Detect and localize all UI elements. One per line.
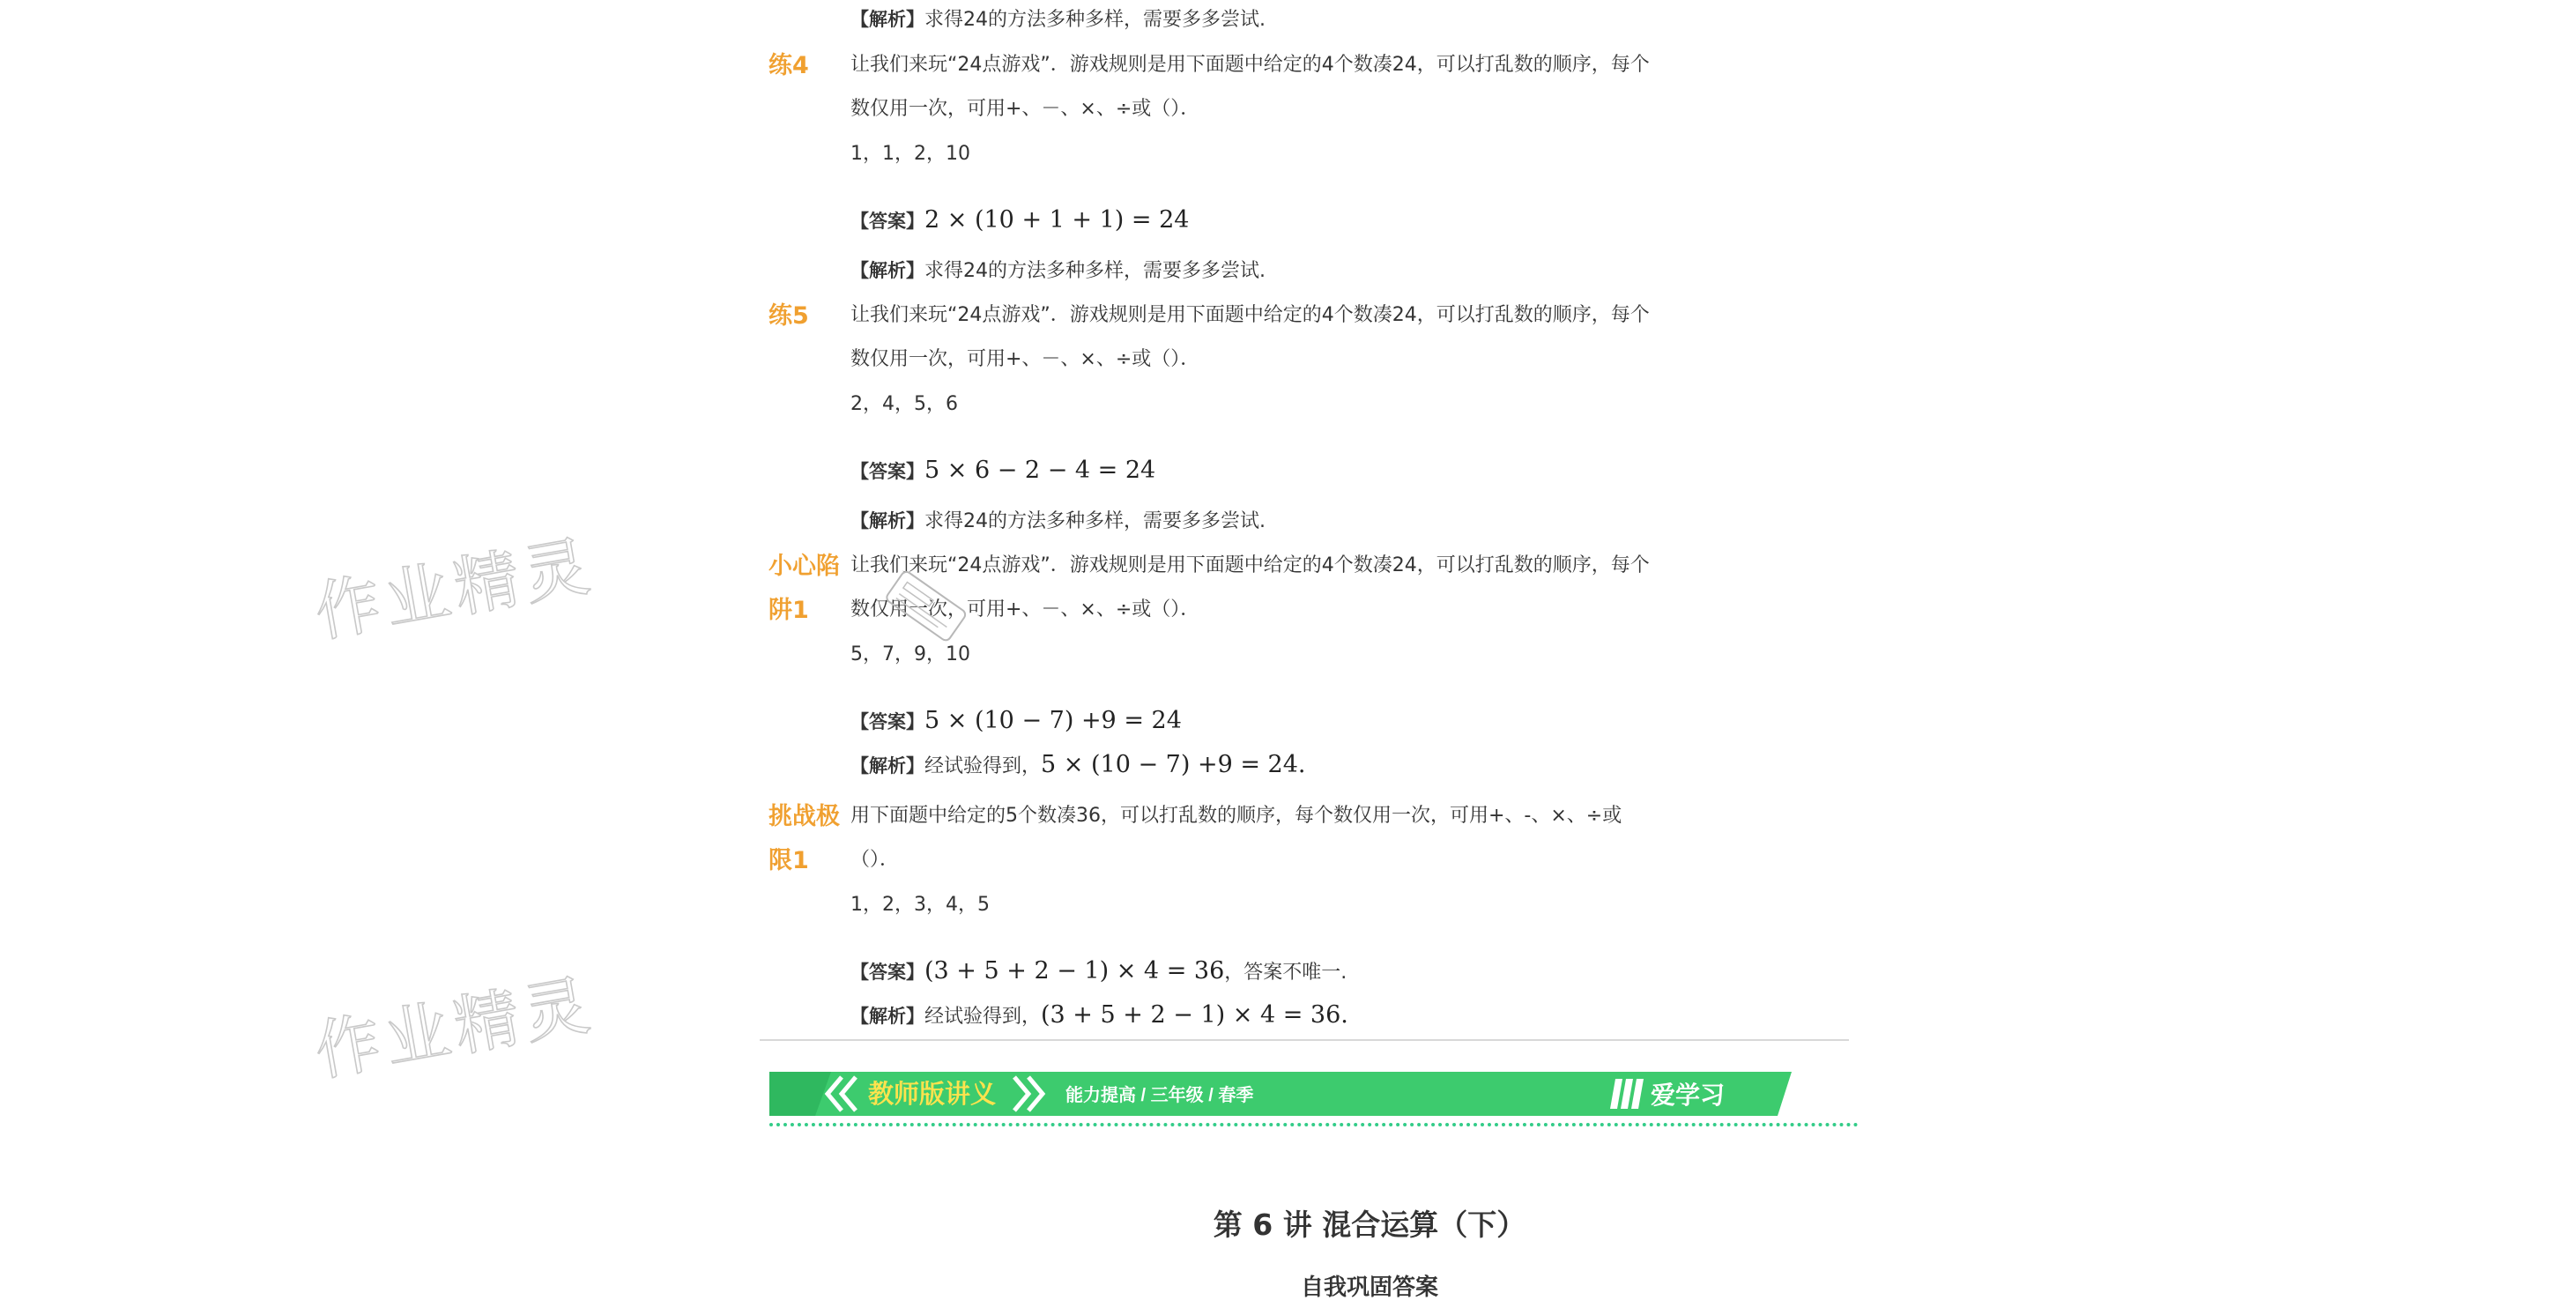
exercise-4-numbers: 1，1，2，10: [850, 143, 970, 165]
analysis-tag: 【解析】: [850, 9, 924, 30]
trap-1-analysis-row: [850, 751, 1305, 778]
analysis-text: 求得24的方法多种多样，需要多多尝试.: [924, 9, 1266, 31]
answer-tag: 【答案】: [850, 461, 924, 482]
exercise-4-question-line1: 让我们来玩“24点游戏”．游戏规则是用下面题中给定的4个数凑24，可以打乱数的顺序，每个: [850, 54, 1650, 76]
exercise-4-label: 练4: [768, 52, 809, 79]
exercise-5-answer-row: [850, 457, 1155, 484]
trap-1-label-line2: 阱1: [768, 597, 809, 624]
exercise-4-question-line2: 数仅用一次，可用+、－、×、÷或（）．: [850, 98, 1200, 120]
banner-title: 教师版讲义: [868, 1081, 997, 1109]
lecture-banner: [769, 1072, 1792, 1116]
analysis-math: 5 × (10 − 7) +9 = 24.: [1041, 751, 1306, 778]
exercise-5-label: 练5: [768, 302, 809, 330]
answer-math: (3 + 5 + 2 − 1) × 4 = 36: [924, 957, 1225, 985]
brand-logo-icon: [1610, 1079, 1644, 1109]
exercise-5-analysis-row: [850, 506, 1266, 533]
challenge-1-label-line2: 限1: [768, 847, 809, 874]
exercise-5-numbers: 2，4，5，6: [850, 393, 958, 415]
challenge-1-question-line1: 用下面题中给定的5个数凑36，可以打乱数的顺序，每个数仅用一次，可用+、-、×、÷或: [850, 805, 1622, 827]
trap-1-answer-row: [850, 707, 1182, 734]
top-analysis-row: [850, 4, 1266, 32]
analysis-tag: 【解析】: [850, 1006, 924, 1027]
exercise-4-answer-row: [850, 206, 1189, 234]
analysis-text: 求得24的方法多种多样，需要多多尝试.: [924, 260, 1266, 282]
watermark-upper: 作业精灵: [309, 527, 601, 652]
challenge-1-analysis-row: [850, 1001, 1348, 1029]
section-subtitle: 自我巩固答案: [1300, 1275, 1438, 1301]
lecture-title: 第 6 讲 混合运算（下）: [1213, 1208, 1526, 1242]
challenge-1-question-line2: （）．: [850, 849, 900, 871]
brand-name: 爱学习: [1651, 1081, 1726, 1109]
answer-tag: 【答案】: [850, 711, 924, 732]
trap-1-question-line2: 数仅用一次，可用+、－、×、÷或（）．: [850, 598, 1200, 621]
challenge-1-answer-row: [850, 957, 1347, 985]
exercise-5-question-line1: 让我们来玩“24点游戏”．游戏规则是用下面题中给定的4个数凑24，可以打乱数的顺序，每个: [850, 304, 1650, 326]
dotted-separator: [769, 1123, 1859, 1126]
analysis-tag: 【解析】: [850, 755, 924, 777]
answer-suffix: ，答案不唯一.: [1224, 962, 1347, 984]
exercise-4-analysis-row: [850, 256, 1266, 283]
trap-1-numbers: 5，7，9，10: [850, 643, 970, 665]
trap-1-label-line1: 小心陷: [768, 553, 840, 580]
analysis-prefix: 经试验得到，: [924, 1006, 1042, 1028]
banner-info: 能力提高 / 三年级 / 春季: [1065, 1086, 1254, 1105]
answer-math: 2 × (10 + 1 + 1) = 24: [924, 206, 1190, 234]
analysis-math: (3 + 5 + 2 − 1) × 4 = 36.: [1041, 1001, 1348, 1029]
analysis-tag: 【解析】: [850, 260, 924, 281]
page-divider: [760, 1039, 1849, 1041]
challenge-1-label-line1: 挑战极: [768, 803, 840, 830]
answer-tag: 【答案】: [850, 962, 924, 983]
exercise-5-question-line2: 数仅用一次，可用+、－、×、÷或（）．: [850, 348, 1200, 370]
answer-math: 5 × (10 − 7) +9 = 24: [924, 707, 1182, 734]
analysis-text: 求得24的方法多种多样，需要多多尝试.: [924, 510, 1266, 532]
answer-tag: 【答案】: [850, 211, 924, 232]
analysis-tag: 【解析】: [850, 510, 924, 531]
trap-1-question-line1: 让我们来玩“24点游戏”．游戏规则是用下面题中给定的4个数凑24，可以打乱数的顺序，每个: [850, 554, 1650, 576]
answer-math: 5 × 6 − 2 − 4 = 24: [924, 457, 1156, 484]
challenge-1-numbers: 1，2，3，4，5: [850, 894, 990, 916]
analysis-prefix: 经试验得到，: [924, 755, 1042, 777]
watermark-lower: 作业精灵: [309, 966, 601, 1091]
